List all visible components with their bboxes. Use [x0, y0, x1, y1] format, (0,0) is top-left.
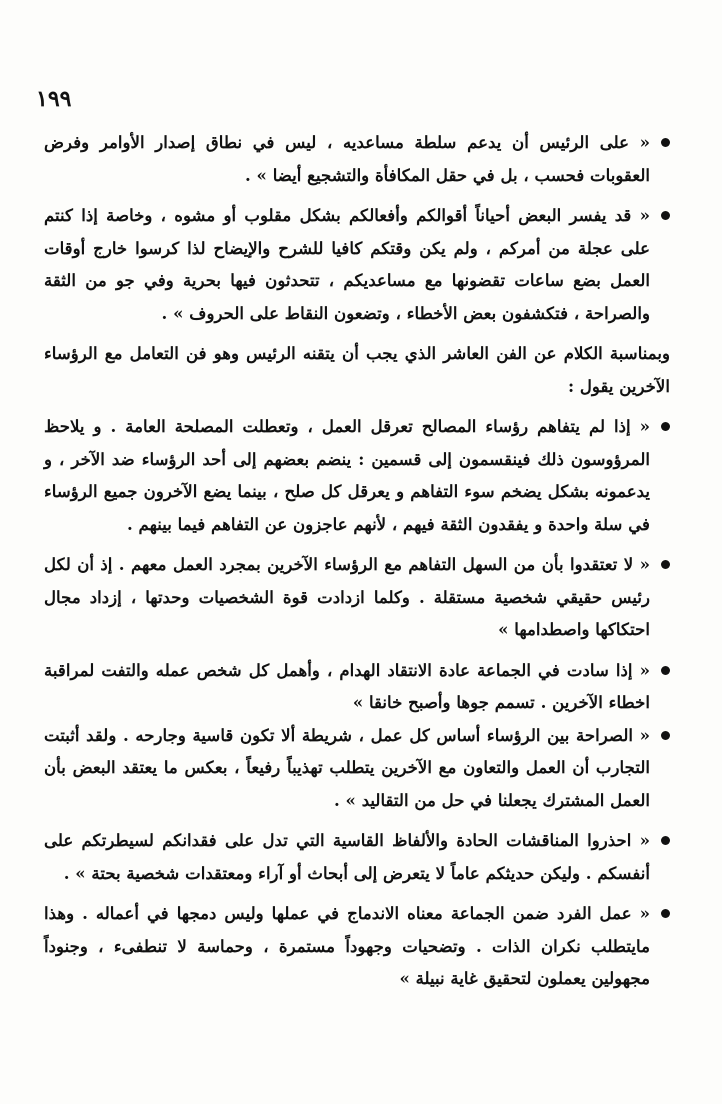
bullet-icon — [661, 731, 670, 740]
paragraph-7 — [44, 719, 670, 817]
page-body — [44, 126, 670, 995]
paragraph-intro — [44, 337, 670, 402]
paragraph-text: « لا تعتقدوا بأن من السهل التفاهم مع الرؤساء الآخرين بمجرد العمل معهم . إذ أن لكل رئيس حقيقي شخصية مستقلة . وكلما ازدادت قوة الشخصيات وحدتها ، إزداد مجال احتكاكها واصطدامها » — [44, 554, 650, 639]
bullet-icon — [661, 211, 670, 220]
bullet-icon — [661, 666, 670, 675]
bullet-icon — [661, 138, 670, 147]
paragraph-text: « على الرئيس أن يدعم سلطة مساعديه ، ليس في نطاق إصدار الأوامر وفرض العقوبات فحسب ، بل في حقل المكافأة والتشجيع أيضا » . — [44, 132, 650, 185]
bullet-icon — [661, 560, 670, 569]
paragraph-8 — [44, 824, 670, 889]
paragraph-text: « إذا سادت في الجماعة عادة الانتقاد الهدام ، وأهمل كل شخص عمله والتفت لمراقبة اخطاء الآخرين . تسمم جوها وأصبح خانقا » — [44, 659, 650, 712]
paragraph-text: « قد يفسر البعض أحياناً أقوالكم وأفعالكم بشكل مقلوب أو مشوه ، وخاصة إذا كنتم على عجلة من أمركم ، ولم يكن وقتكم كافيا للشرح والإيضاح لذا كرسوا خارج أوقات العمل بضع ساعات تقضونها مع مساعديكم ، تتحدثون فيها بحرية وفي جو من الثقة والصراحة ، فتكشفون بعض الأخطاء ، وتضعون النقاط على الحروف » . — [44, 205, 650, 323]
paragraph-text: « احذروا المناقشات الحادة والألفاظ القاسية التي تدل على فقدانكم لسيطرتكم على أنفسكم . وليكن حديثكم عاماً لا يتعرض إلى أبحاث أو آراء ومعتقدات شخصية بحتة » . — [44, 830, 650, 883]
paragraph-text: « عمل الفرد ضمن الجماعة معناه الاندماج في عملها وليس دمجها في أعماله . وهذا مايتطلب نكران الذات . وتضحيات وجهوداً مستمرة ، وحماسة لا تنطفىء ، وجنوداً مجهولين يعملون لتحقيق غاية نبيلة » — [44, 903, 650, 988]
paragraph-6 — [44, 654, 670, 719]
paragraph-9 — [44, 897, 670, 995]
paragraph-4 — [44, 410, 670, 540]
paragraph-text: « إذا لم يتفاهم رؤساء المصالح تعرقل العمل ، وتعطلت المصلحة العامة . و يلاحظ المرؤوسون ذلك فينقسمون إلى قسمين : ينضم بعضهم إلى أحد الرؤساء ضد الآخر ، و يدعمونه بشكل يضخم سوء التفاهم و يعرقل كل صلح ، بينما يضع الآخرون جميع الرؤساء في سلة واحدة و يفقدون الثقة فيهم ، لأنهم عاجزون عن التفاهم فيما بينهم . — [44, 416, 650, 534]
paragraph-text: « الصراحة بين الرؤساء أساس كل عمل ، شريطة ألا تكون قاسية وجارحه . ولقد أثبتت التجارب أن العمل والتعاون مع الآخرين يتطلب تهذيباً رفيعاً ، بعكس ما يعتقد البعض بأن العمل المشترك يجعلنا في حل من التقاليد » . — [44, 724, 650, 810]
paragraph-text: وبمناسبة الكلام عن الفن العاشر الذي يجب أن يتقنه الرئيس وهو فن التعامل مع الرؤساء الآخرين يقول : — [44, 343, 670, 396]
paragraph-2 — [44, 199, 670, 329]
page-number: ١٩٩ — [36, 86, 72, 112]
bullet-icon — [661, 909, 670, 918]
paragraph-5 — [44, 548, 670, 646]
bullet-icon — [661, 836, 670, 845]
paragraph-1 — [44, 126, 670, 191]
bullet-icon — [661, 422, 670, 431]
